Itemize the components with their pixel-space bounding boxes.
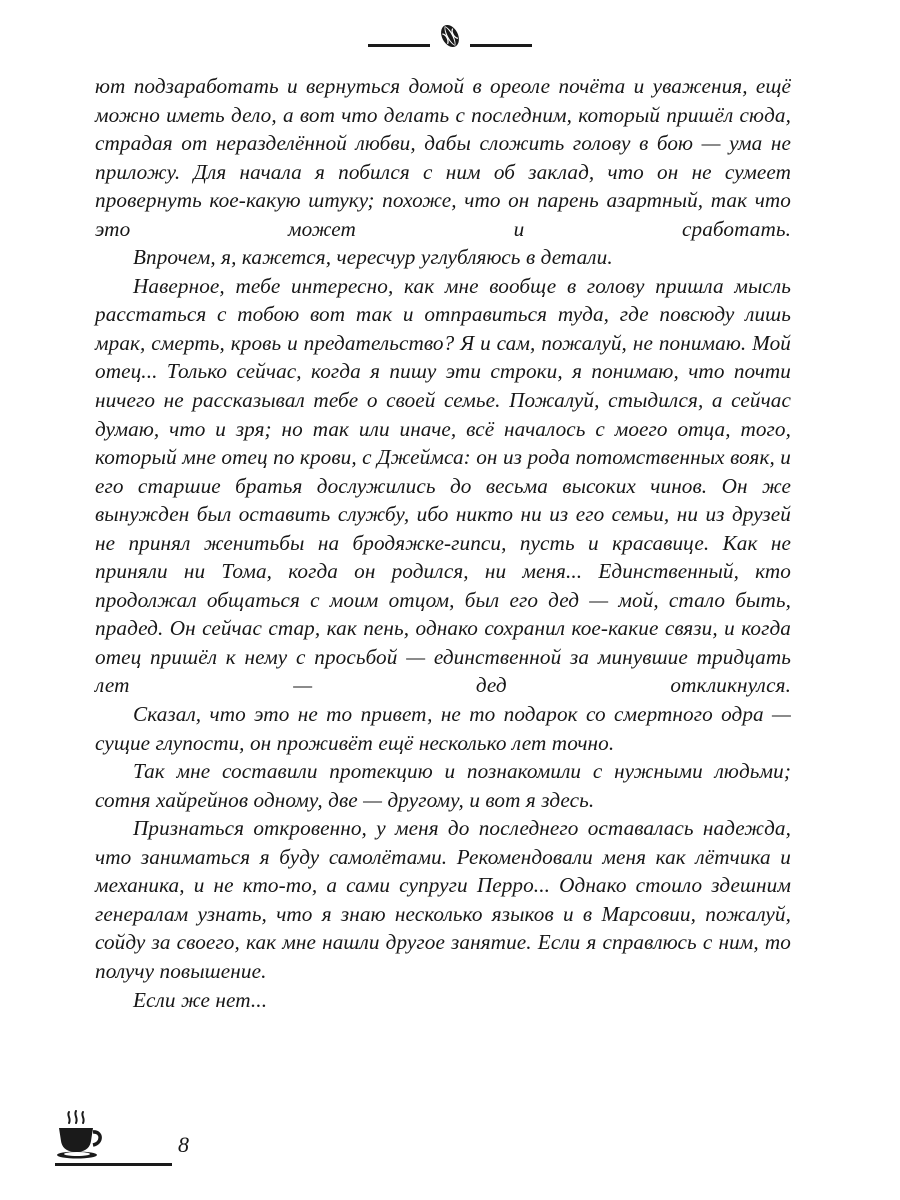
paragraph: Признаться откровенно, у меня до последнего оставалась надежда, что заниматься я буду самолётами. Рекомендовали меня как лётчика и механика, и не кто-то, а сами супруги Перро... Однако стоило здешним генералам узнать, что я знаю несколько языков и в Марсовии, пожалуй, сойду за своего, как мне нашли другое занятие. Если я справлюсь с ним, то получу повышение. [95, 816, 791, 983]
page-footer [52, 1110, 352, 1182]
paragraph: Так мне составили протекцию и познакомили с нужными людьми; сотня хайрейнов одному, две — другому, и вот я здесь. [95, 759, 791, 812]
page-number: 8 [178, 1132, 189, 1157]
header-rule-right [470, 44, 532, 47]
paragraph: Если же нет... [133, 987, 268, 1012]
paragraph: Сказал, что это не то привет, не то подарок со смертного одра — сущие глупости, он проживёт ещё несколько лет точно. [95, 702, 791, 755]
header-rule-left [368, 44, 430, 47]
paragraph: ют подзаработать и вернуться домой в ореоле почёта и уважения, ещё можно иметь дело, а вот что делать с последним, который пришёл сюда, страдая от неразделённой любви, дабы сложить голову в бою — ума не приложу. Для начала я побился с ним об заклад, что он не сумеет провернуть кое-какую штуку; похоже, что он парень азартный, так что это может и сработать. [95, 74, 791, 241]
coffee-cup-icon [56, 1110, 106, 1162]
coffee-bean-icon [433, 19, 467, 53]
paragraph: Наверное, тебе интересно, как мне вообще в голову пришла мысль расстаться с тобою вот так и отправиться туда, где повсюду лишь мрак, смерть, кровь и предательство? Я и сам, пожалуй, не понимаю. Мой отец... Только сейчас, когда я пишу эти строки, я понимаю, что почти ничего не рассказывал тебе о своей семье. Пожалуй, стыдился, а сейчас думаю, что и зря; но так или иначе, всё началось с моего отца, того, который мне отец по крови, с Джеймса: он из рода потомственных вояк, и его старшие братья дослужились до весьма высоких чинов. Он же вынужден был оставить службу, ибо никто ни из его семьи, ни из друзей не принял женитьбы на бродяжке-гипси, пусть и красавице. Как не приняли ни Тома, когда он родился, ни меня... Единственный, кто продолжал общаться с моим отцом, был его дед — мой, стало быть, прадед. Он сейчас стар, как пень, однако сохранил кое-какие связи, и когда отец пришёл к нему с просьбой — единственной за минувшие тридцать лет — дед откликнулся. [95, 273, 791, 698]
header-ornament [0, 14, 900, 58]
footer-rule [55, 1163, 172, 1166]
paragraph: Впрочем, я, кажется, чересчур углубляюсь в детали. [133, 245, 613, 270]
page-text-body [95, 72, 791, 1014]
